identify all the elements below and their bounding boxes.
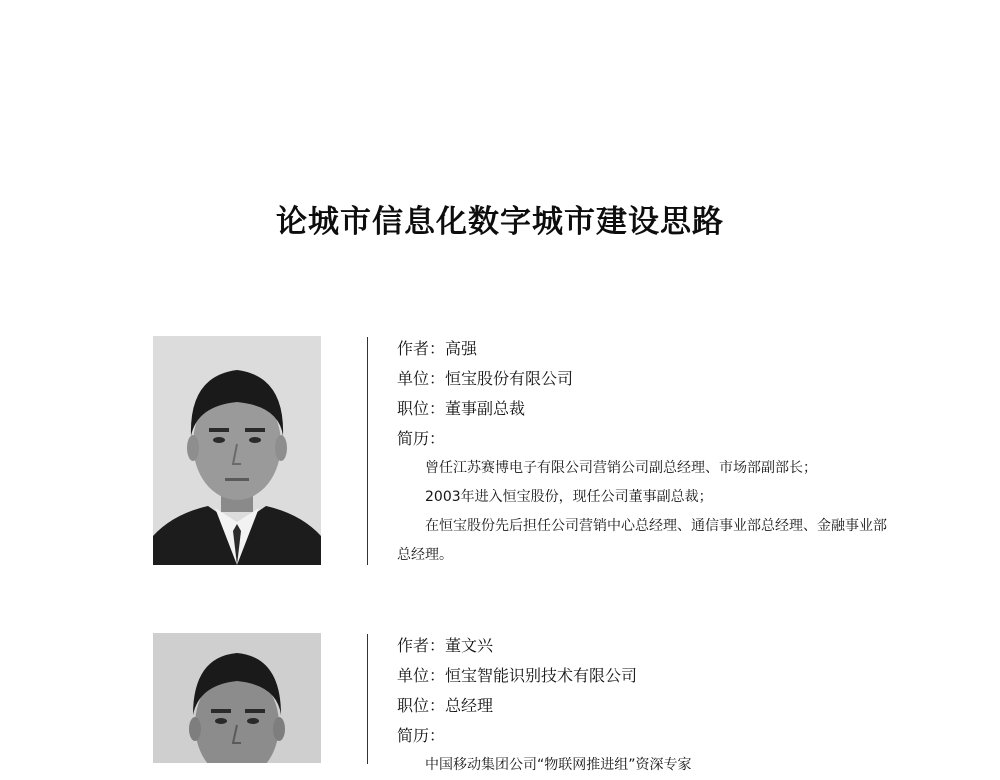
author-info	[397, 334, 887, 570]
author-label: 作者：	[397, 636, 446, 655]
author-label: 作者：	[397, 339, 446, 358]
bio-label: 简历：	[397, 429, 446, 448]
author-photo	[153, 336, 321, 565]
position-field	[397, 394, 887, 424]
divider	[367, 337, 368, 565]
bio-line: 中国移动集团公司“物联网推进组”资深专家	[425, 757, 692, 773]
unit-field	[397, 661, 887, 691]
bio	[397, 751, 887, 780]
position-name: 董事副总裁	[445, 399, 526, 418]
position-name: 总经理	[445, 696, 494, 715]
bio-field	[397, 424, 887, 454]
author-name: 高强	[445, 339, 478, 358]
author-field	[397, 631, 887, 661]
unit-label: 单位：	[397, 666, 446, 685]
bio-line: 在恒宝股份先后担任公司营销中心总经理、通信事业部总经理、金融事业部总经理。	[397, 518, 887, 563]
position-label: 职位：	[397, 696, 446, 715]
author-photo	[153, 633, 321, 763]
unit-name: 恒宝智能识别技术有限公司	[445, 666, 638, 685]
position-field	[397, 691, 887, 721]
author-info	[397, 631, 887, 780]
position-label: 职位：	[397, 399, 446, 418]
bio-line: 曾任江苏赛博电子有限公司营销公司副总经理、市场部副部长；	[425, 460, 817, 476]
article-title: 论城市信息化数字城市建设思路	[276, 204, 724, 240]
author-field	[397, 334, 887, 364]
bio-label: 简历：	[397, 726, 446, 745]
unit-name: 恒宝股份有限公司	[445, 369, 574, 388]
unit-field	[397, 364, 887, 394]
bio-field	[397, 721, 887, 751]
author-name: 董文兴	[445, 636, 494, 655]
bio-line: 2003年进入恒宝股份，现任公司董事副总裁；	[425, 489, 713, 505]
unit-label: 单位：	[397, 369, 446, 388]
bio	[397, 454, 887, 570]
divider	[367, 634, 368, 764]
